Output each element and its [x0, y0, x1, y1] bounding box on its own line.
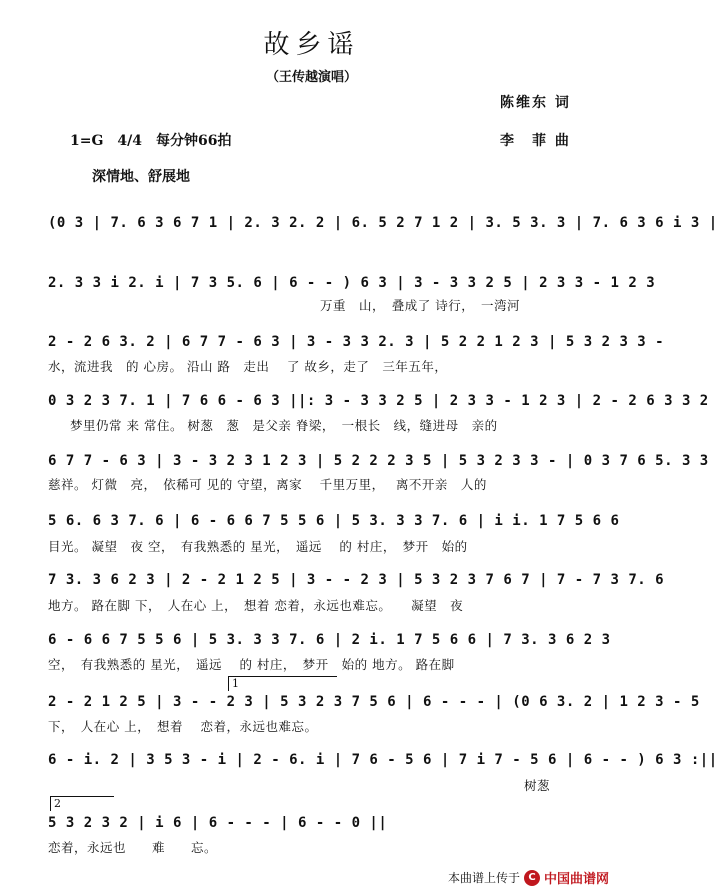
lyric-line-10: 树葱: [524, 778, 551, 793]
expression-mark: 深情地、舒展地: [92, 169, 190, 185]
notation-line-8: 6 - 6 6 7 5 5 6 | 5 3. 3 3 7. 6 | 2 i. 1 7 5 6 6 | 7 3. 3 6 2 3: [48, 632, 611, 648]
notation-line-4: 0 3 2 3 7. 1 | 7 6 6 - 6 3 ||: 3 - 3 3 2 5 | 2 3 3 - 1 2 3 | 2 - 2 6 3 3 2: [48, 393, 709, 409]
lyric-line-9: 下， 人在心 上， 想着 恋着，永远也难忘。: [48, 719, 318, 734]
notation-line-10: 6 - i. 2 | 3 5 3 - i | 2 - 6. i | 7 6 - 5 6 | 7 i 7 - 5 6 | 6 - - ) 6 3 :||: [48, 752, 718, 768]
notation-line-7: 7 3. 3 6 2 3 | 2 - 2 1 2 5 | 3 - - 2 3 | 5 3 2 3 7 6 7 | 7 - 7 3 7. 6: [48, 572, 665, 588]
notation-line-5: 6 7 7 - 6 3 | 3 - 3 2 3 1 2 3 | 5 2 2 2 3 5 | 5 3 2 3 3 - | 0 3 7 6 5. 3 3: [48, 453, 709, 469]
lyric-line-6: 目光。 凝望 夜 空， 有我熟悉的 星光， 遥远 的 村庄， 梦开 始的: [48, 539, 468, 554]
lyric-line-7: 地方。 路在脚 下， 人在心 上， 想着 恋着，永远也难忘。 凝望 夜: [48, 598, 464, 613]
lyric-line-11: 恋着，永远也 难 忘。: [48, 840, 218, 855]
lyricist-credit: 陈维东 词: [500, 95, 571, 111]
lyric-line-5: 慈祥。 灯微 亮， 依稀可 见的 守望，离家 千里万里， 离不开亲 人的: [48, 477, 487, 492]
composer-credit: 李 菲 曲: [500, 133, 571, 149]
lyric-line-4: 梦里仍常 来 常住。 树葱 葱 是父亲 脊梁， 一根长 线，缝进母 亲的: [70, 418, 498, 433]
upload-text: 本曲谱上传于: [447, 871, 520, 885]
lyric-line-8: 空， 有我熟悉的 星光， 遥远 的 村庄， 梦开 始的 地方。 路在脚: [48, 657, 455, 672]
site-footer: [448, 868, 609, 887]
lyric-line-3: 水，流进我 的 心房。 沿山 路 走出 了 故乡，走了 三年五年，: [48, 359, 448, 374]
song-title: 故乡谣: [263, 30, 360, 60]
notation-line-11: 5 3 2 3 2 | i 6 | 6 - - - | 6 - - 0 ||: [48, 815, 388, 831]
lyric-line-2: 万重 山， 叠成了 诗行， 一湾河: [320, 298, 520, 313]
notation-line-2: 2. 3 3 i 2. i | 7 3 5. 6 | 6 - - ) 6 3 | 3 - 3 3 2 5 | 2 3 3 - 1 2 3: [48, 275, 656, 291]
key-tempo: 1=G 4/4 每分钟66拍: [70, 133, 232, 149]
site-brand[interactable]: 中国曲谱网: [543, 872, 609, 887]
notation-line-1: (0 3 | 7. 6 3 6 7 1 | 2. 3 2. 2 | 6. 5 2 7 1 2 | 3. 5 3. 3 | 7. 6 3 6 i 3 |: [48, 215, 718, 231]
notation-line-6: 5 6. 6 3 7. 6 | 6 - 6 6 7 5 5 6 | 5 3. 3 3 7. 6 | i i. 1 7 5 6 6: [48, 513, 620, 529]
notation-line-9: 2 - 2 1 2 5 | 3 - - 2 3 | 5 3 2 3 7 5 6 | 6 - - - | (0 6 3. 2 | 1 2 3 - 5: [48, 694, 700, 710]
first-ending-bracket: 1: [228, 676, 337, 691]
notation-line-3: 2 - 2 6 3. 2 | 6 7 7 - 6 3 | 3 - 3 3 2. 3 | 5 2 2 1 2 3 | 5 3 2 3 3 -: [48, 334, 665, 350]
second-ending-bracket: 2: [50, 796, 114, 811]
song-subtitle: （王传越演唱）: [265, 70, 357, 85]
site-logo-icon: C: [524, 870, 540, 886]
